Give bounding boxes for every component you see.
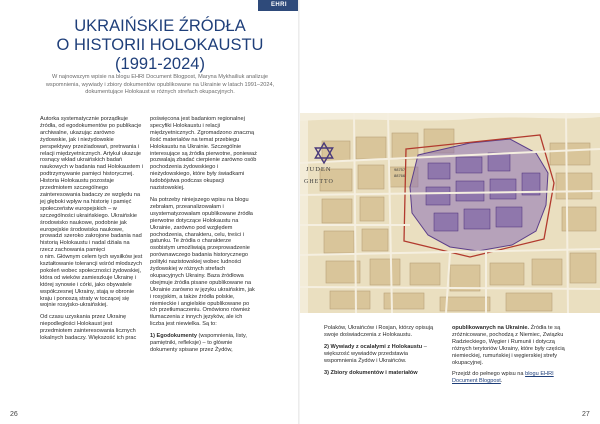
left-column-2 <box>150 116 257 354</box>
paragraph <box>324 344 434 365</box>
paragraph-text: (wspomnienia, listy, pamiętniki, refleksje) – to głównie dokumenty spisane przez Żydów, <box>150 333 247 353</box>
right-column-1 <box>324 325 434 376</box>
paragraph: poświęcona jest badaniom regionalnej specyfiki Holokaustu i relacji międzyetnicznych. Zgromadzono znaczną ilość materiałów na temat przebiegu Holokaustu na Ukrainie. Szczególnie interesujące są źródła pierwotne, ponieważ pozwalają zbadać cierpienie zarówno osób pochodzenia żydowskiego i nieżydowskiego, które były świadkami ludobójstwa podczas okupacji nazistowskiej. <box>150 116 257 192</box>
paragraph-text: Przejdź do pełnego wpisu na <box>452 371 526 378</box>
ehri-tab: EHRI <box>258 0 300 11</box>
paragraph <box>150 333 257 354</box>
paragraph: Historia Holokaustu pozostaje przedmiotem szczególnego zainteresowania badaczy ze względu na jej głęboki wpływ na historię i pamięć społeczeństw europejskich – w szczególności ukraińskiego. Ukraińskie środowisko naukowe, podobnie jak europejskie środowiska naukowe, prowadzi szeroko zakrojone badania nad historią Holokaustu i nadal dźiała na rzecz zachowania pamięci <box>40 178 142 254</box>
bold-term: 3) Zbiory dokumentów i materiałów <box>324 369 418 376</box>
left-column-1 <box>40 116 143 342</box>
paragraph <box>452 325 572 366</box>
map-number: 98757 <box>394 167 406 172</box>
title-line-2: O HISTORII HOLOKAUSTU <box>56 36 264 54</box>
title-line-3: (1991-2024) <box>115 55 205 73</box>
paragraph: o nim. Głównym celem tych wysiłków jest kształtowanie tolerancji wśród młodszych pokoleń wobec społeczności żydowskiej, która od wieków zamieszkuje Ukrainę i której synowie i córki, jako obywatele współczesnej Ukrainy, stają w obronie kraju i ponoszą straty w toczącej się wojnie rosyjsko-ukraińskiej. <box>40 254 143 309</box>
title-line-1: UKRAIŃSKIE ŹRÓDŁA <box>74 17 246 35</box>
page-number-left: 26 <box>10 411 18 418</box>
paragraph-text: . <box>500 378 503 385</box>
paragraph: Na potrzeby niniejszego wpisu na blogu zebrałam, przeanalizowałam i usystematyzowałam opublikowane źródła pierwotne dotyczące Holokaustu na Ukrainie, zarówno pod względem pochodzenia, charakteru, celu, treści i gatunku. Te źródła o charakterze osobistym umożliwiają przeprowadzenie porównawczego badania historycznego polityki nazistowskiej wobec ludności żydowskiej w różnych strefach okupacyjnych Ukrainy. Baza źródłowa obejmuje źródła pisane opublikowane na Ukrainie zarówno w języku ukraińskim, jak i rosyjskim, a także źródła polskie, niemieckie i angielskie opublikowane po ich przetłumaczeniu. Omówiono również tłumaczenia z innych języków, ale ich liczba jest niewielka. Są to: <box>150 196 255 328</box>
bold-term: opublikowanych na Ukrainie. <box>452 325 530 331</box>
map-drawing <box>300 113 600 313</box>
paragraph: Polaków, Ukraińców i Rosjan, którzy opisują swoje doświadczenia z Holokaustu. <box>324 325 434 338</box>
right-column-2 <box>452 325 572 385</box>
ghetto-map-image <box>300 113 600 313</box>
bold-term: 1) Egodokumenty <box>150 333 197 340</box>
paragraph <box>452 371 572 385</box>
paragraph-text: – większość wywiadów przedstawia wspomnienia Żydów i Ukraińców. <box>324 343 427 364</box>
map-label-juden: JUDEN <box>306 166 332 173</box>
paragraph: Od czasu uzyskania przez Ukrainę niepodległości Holokaust jest przedmiotem zainteresowania licznych lokalnych badaczy. Większość ich prac <box>40 314 137 342</box>
lead-paragraph: W najnowszym wpisie na blogu EHRI Document Blogpost, Maryna Mykhailiuk analizuje wspomnienia, wywiady i zbiory dokumentów opublikowane na Ukrainie w latach 1991–2024, dokumentujące Holokaust w różnych strefach okupacyjnych. <box>45 74 275 96</box>
paragraph-text: Źródła te są zróżnicowane, pochodzą z Niemiec, Związku Radzieckiego, Węgier i Rumunii i dotyczą różnych terytoriów Ukrainy, które były częścią niemieckiej, rumuńskiej i węgierskiej strefy okupacyjnej. <box>452 325 565 366</box>
map-label-ghetto: GHETTO <box>304 179 334 185</box>
blog-link[interactable]: blogu EHRI Document Blogpost <box>452 371 554 385</box>
page-number-right: 27 <box>582 411 590 418</box>
map-number: 88766 <box>394 173 406 178</box>
bold-term: 2) Wywiady z ocalałymi z Holokaustu <box>324 343 423 350</box>
paragraph: Autorka systematycznie porządkuje źródła, od egodokumentów po publikacje archiwalne, ukazując zarówno żydowskie, jak i nieżydowskie perspektywy przeżiadowań, pretrwania i relacji międzyetnicznych. Artykuł ukazuje rosnący wkład ukraińskich badań naukowych w badania nad Holokaustem i podtrzymywanie pamięci historycznej. <box>40 116 143 178</box>
article-title <box>40 17 280 74</box>
right-page <box>300 0 600 424</box>
